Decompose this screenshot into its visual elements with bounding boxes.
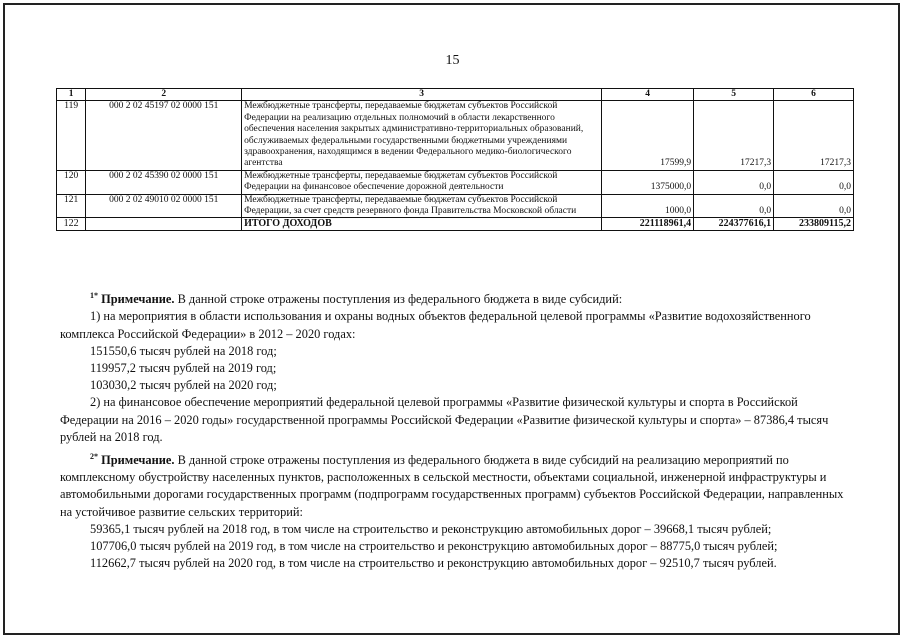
total-2019: 224377616,1 bbox=[694, 218, 774, 230]
header-col-6: 6 bbox=[774, 89, 854, 101]
note-2-title: Примечание. bbox=[101, 453, 175, 468]
row-number: 122 bbox=[57, 218, 86, 230]
budget-table bbox=[56, 88, 854, 231]
value-2018: 1000,0 bbox=[602, 194, 694, 218]
note-1-text: В данной строке отражены поступления из федерального бюджета в виде субсидий: bbox=[174, 292, 623, 307]
value-2020: 17217,3 bbox=[774, 101, 854, 170]
row-number: 120 bbox=[57, 170, 86, 194]
header-col-5: 5 bbox=[694, 89, 774, 101]
value-2019: 0,0 bbox=[694, 194, 774, 218]
note-2-text: В данной строке отражены поступления из федерального бюджета в виде субсидий на реализацию мероприятий по комплексному обустройству населенных пунктов, расположенных в сельской местности, объектами социальной, инженерной инфраструктуры и автомобильными дорогами государственных программ (подпрограмм государственных программ) субъектов Российской Федерации, направленных на устойчивое развитие сельских территорий: bbox=[60, 453, 844, 519]
note-1-mark: 1* bbox=[90, 291, 98, 300]
revenue-name: Межбюджетные трансферты, передаваемые бюджетам субъектов Российской Федерации на реализацию отдельных полномочий в области лекарственного обеспечения населения закрытых административно-территориальных образований, обслуживаемых федеральными государственными бюджетными учреждениями здравоохранения, находящимся в ведении Федерального медико-биологического агентства bbox=[242, 101, 602, 170]
header-col-3: 3 bbox=[242, 89, 602, 101]
note-1-paragraph-2: 2) на финансовое обеспечение мероприятий федеральной целевой программы «Развитие физической культуры и спорта в Российской Федерации на 2016 – 2020 годы» государственной программы Российской Федерации «Развитие физической культуры и спорта» – 87386,4 тысяч рублей на 2018 год. bbox=[60, 395, 829, 444]
note-2-list-item: 59365,1 тысяч рублей на 2018 год, в том числе на строительство и реконструкцию автомобильных дорог – 39668,1 тысяч рублей; bbox=[90, 521, 772, 536]
row-number: 119 bbox=[57, 101, 86, 170]
value-2020: 0,0 bbox=[774, 194, 854, 218]
note-2-mark: 2* bbox=[90, 451, 98, 461]
value-2018: 17599,9 bbox=[602, 101, 694, 170]
value-2020: 0,0 bbox=[774, 170, 854, 194]
revenue-name: Межбюджетные трансферты, передаваемые бюджетам субъектов Российской Федерации на финансовое обеспечение дорожной деятельности bbox=[242, 170, 602, 194]
note-2-list-item: 107706,0 тысяч рублей на 2019 год, в том числе на строительство и реконструкцию автомобильных дорог – 88775,0 тысяч рублей; bbox=[90, 539, 778, 554]
note-2-heading bbox=[60, 448, 850, 521]
note-2-list-item: 112662,7 тысяч рублей на 2020 год, в том числе на строительство и реконструкцию автомобильных дорог – 92510,7 тысяч рублей. bbox=[90, 556, 777, 571]
note-1-list-item: 119957,2 тысяч рублей на 2019 год; bbox=[90, 360, 277, 375]
budget-code: 000 2 02 49010 02 0000 151 bbox=[86, 194, 242, 218]
value-2019: 0,0 bbox=[694, 170, 774, 194]
revenue-name: Межбюджетные трансферты, передаваемые бюджетам субъектов Российской Федерации, за счет средств резервного фонда Правительства Московской области bbox=[242, 194, 602, 218]
value-2019: 17217,3 bbox=[694, 101, 774, 170]
row-number: 121 bbox=[57, 194, 86, 218]
value-2018: 1375000,0 bbox=[602, 170, 694, 194]
header-col-2: 2 bbox=[86, 89, 242, 101]
table-total-row bbox=[57, 218, 854, 230]
total-2018: 221118961,4 bbox=[602, 218, 694, 230]
table-row bbox=[57, 170, 854, 194]
note-1-list-item: 103030,2 тысяч рублей на 2020 год; bbox=[90, 378, 277, 393]
header-col-1: 1 bbox=[57, 89, 86, 101]
table-header-row bbox=[57, 89, 854, 101]
note-1-title: Примечание. bbox=[101, 292, 175, 307]
note-1-paragraph-1: 1) на мероприятия в области использования и охраны водных объектов федеральной целевой программы «Развитие водохозяйственного комплекса Российской Федерации» в 2012 – 2020 годах: bbox=[60, 309, 811, 341]
table-row bbox=[57, 194, 854, 218]
header-col-4: 4 bbox=[602, 89, 694, 101]
page-number: 15 bbox=[445, 53, 460, 68]
note-1-heading bbox=[60, 287, 850, 308]
budget-code bbox=[86, 218, 242, 230]
notes-section bbox=[60, 287, 850, 573]
budget-code: 000 2 02 45197 02 0000 151 bbox=[86, 101, 242, 170]
budget-code: 000 2 02 45390 02 0000 151 bbox=[86, 170, 242, 194]
note-1-list-item: 151550,6 тысяч рублей на 2018 год; bbox=[90, 343, 277, 358]
table-row bbox=[57, 101, 854, 170]
total-label: ИТОГО ДОХОДОВ bbox=[242, 218, 602, 230]
total-2020: 233809115,2 bbox=[774, 218, 854, 230]
